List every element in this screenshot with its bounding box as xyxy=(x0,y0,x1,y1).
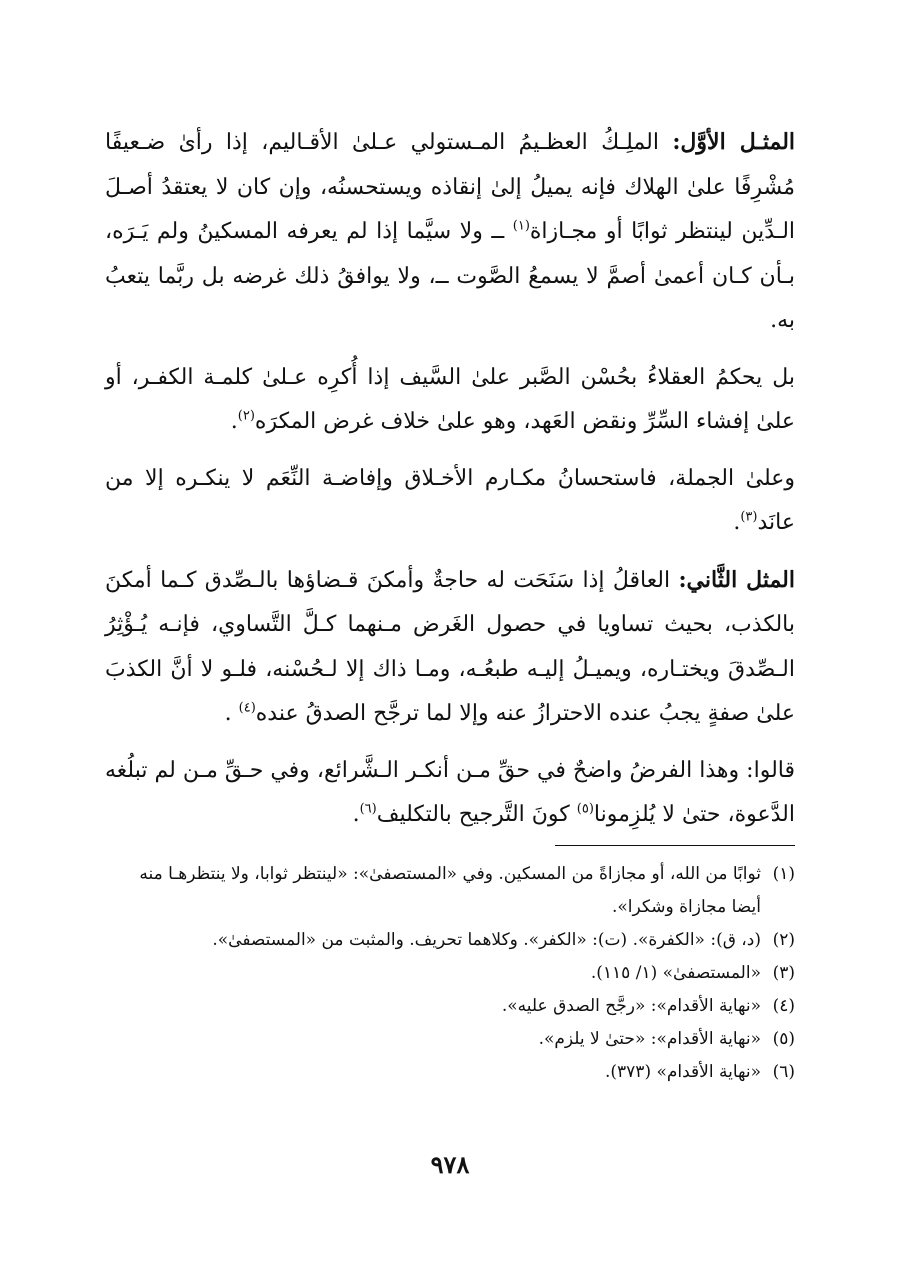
footnote-text: «نهاية الأقدام»: «حتىٰ لا يلزم». xyxy=(538,1029,761,1049)
footnote-number: (٥) xyxy=(772,1029,795,1049)
paragraph-they-said xyxy=(105,749,795,838)
paragraph-first-example xyxy=(105,120,795,344)
footnote-reference[interactable]: (٢) xyxy=(237,408,255,424)
footnote-text: «نهاية الأقدام» (٣٧٣). xyxy=(604,1062,761,1082)
footnote-text: (د، ق): «الكفرة». (ت): «الكفر». وكلاهما تحريف. والمثبت من «المستصفىٰ». xyxy=(212,930,761,950)
footnote-number: (٤) xyxy=(772,996,795,1016)
footnote-item xyxy=(105,858,795,924)
footnote-reference[interactable]: (٥) xyxy=(576,801,594,817)
footnote-number: (٦) xyxy=(772,1062,795,1082)
page-number: ٩٧٨ xyxy=(430,1150,470,1179)
footnote-text: «نهاية الأقدام»: «رجَّح الصدق عليه». xyxy=(501,996,761,1016)
paragraph-text: كونَ التَّرجيح بالتكليف xyxy=(376,802,577,827)
paragraph-text: وعلىٰ الجملة، فاستحسانُ مكـارم الأخـلاق وإفاضـة النِّعَم لا ينكـره إلا من عانَد xyxy=(105,465,795,535)
footnote-divider xyxy=(555,845,795,846)
footnote-item xyxy=(105,990,795,1023)
footnote-item xyxy=(105,1056,795,1089)
paragraph-coercion xyxy=(105,356,795,445)
main-text xyxy=(105,120,795,850)
example-heading: المثل الثَّاني: xyxy=(678,566,795,593)
paragraph-text: ــ ولا سيَّما إذا لم يعرفه المسكينُ ولم يَـرَه، بـأن كـان أعمىٰ أصمَّ لا يسمعُ الصَّوت ــ، ولا يوافقُ ذلك غرضه بل ربَّما يتعبُ به. xyxy=(105,219,795,333)
footnote-item xyxy=(105,924,795,957)
paragraph-text: قالوا: وهذا الفرضُ واضحٌ في حقِّ مـن أنكـر الـشَّرائع، وفي حـقِّ مـن لم تبلُغه الدَّعوة، حتىٰ لا يُلزِمونا xyxy=(105,757,795,827)
footnote-reference[interactable]: (٣) xyxy=(740,509,758,525)
paragraph-summary xyxy=(105,457,795,546)
paragraph-second-example xyxy=(105,558,795,737)
paragraph-text: العاقلُ إذا سَنَحَت له حاجةٌ وأمكنَ قـضاؤها بالـصِّدق كـما أمكنَ بالكذب، بحيث تساويا في حصول الغَرض مـنهما كـلَّ التَّساوي، فإنـه يُـؤْثِرُ الـصِّدقَ ويختـاره، ويميـلُ إليـه طبعُـه، ومـا ذاك إلا لـحُسْنه، فلـو لا أنَّ الكذبَ علىٰ صفةٍ يجبُ عنده الاحترازُ عنه وإلا لما ترجَّح الصدقُ عنده xyxy=(105,567,795,726)
footnote-number: (٢) xyxy=(772,930,795,950)
footnote-text: «المستصفىٰ» (١/ ١١٥). xyxy=(590,963,761,983)
paragraph-text: الملِـكُ العظـيمُ المـستولي عـلىٰ الأقـاليم، إذا رأىٰ ضـعيفًا مُشْرِفًا علىٰ الهلاك فإنه يميلُ إلىٰ إنقاذه ويستحسنُه، وإن كان لا يعتقدُ أصـلَ الـدِّين لينتظر ثوابًا أو مجـازاة xyxy=(105,130,796,244)
footnote-number: (١) xyxy=(772,864,795,884)
footnote-reference[interactable]: (٤) xyxy=(238,700,256,716)
footnote-item xyxy=(105,1023,795,1056)
paragraph-text: بل يحكمُ العقلاءُ بحُسْن الصَّبر علىٰ السَّيف إذا أُكرِه عـلىٰ كلمـة الكفـر، أو علىٰ إفشاء السِّرِّ ونقض العَهد، وهو علىٰ خلاف غرض المكرَه xyxy=(105,364,795,434)
example-heading: المثـل الأوَّل: xyxy=(672,129,796,155)
paragraph-text: . xyxy=(224,701,239,726)
footnote-text: ثوابًا من الله، أو مجازاةً من المسكين. وفي «المستصفىٰ»: «لينتظر ثوابا، ولا ينتظرهـا منه أيضا مجازاة وشكرا». xyxy=(139,864,761,917)
footnote-number: (٣) xyxy=(772,963,795,983)
paragraph-text: . xyxy=(733,510,741,535)
paragraph-text: . xyxy=(230,409,238,434)
footnotes xyxy=(105,858,795,1089)
paragraph-text: . xyxy=(352,802,360,827)
footnote-reference[interactable]: (١) xyxy=(512,218,530,234)
footnote-item xyxy=(105,957,795,990)
footnote-reference[interactable]: (٦) xyxy=(359,801,377,817)
